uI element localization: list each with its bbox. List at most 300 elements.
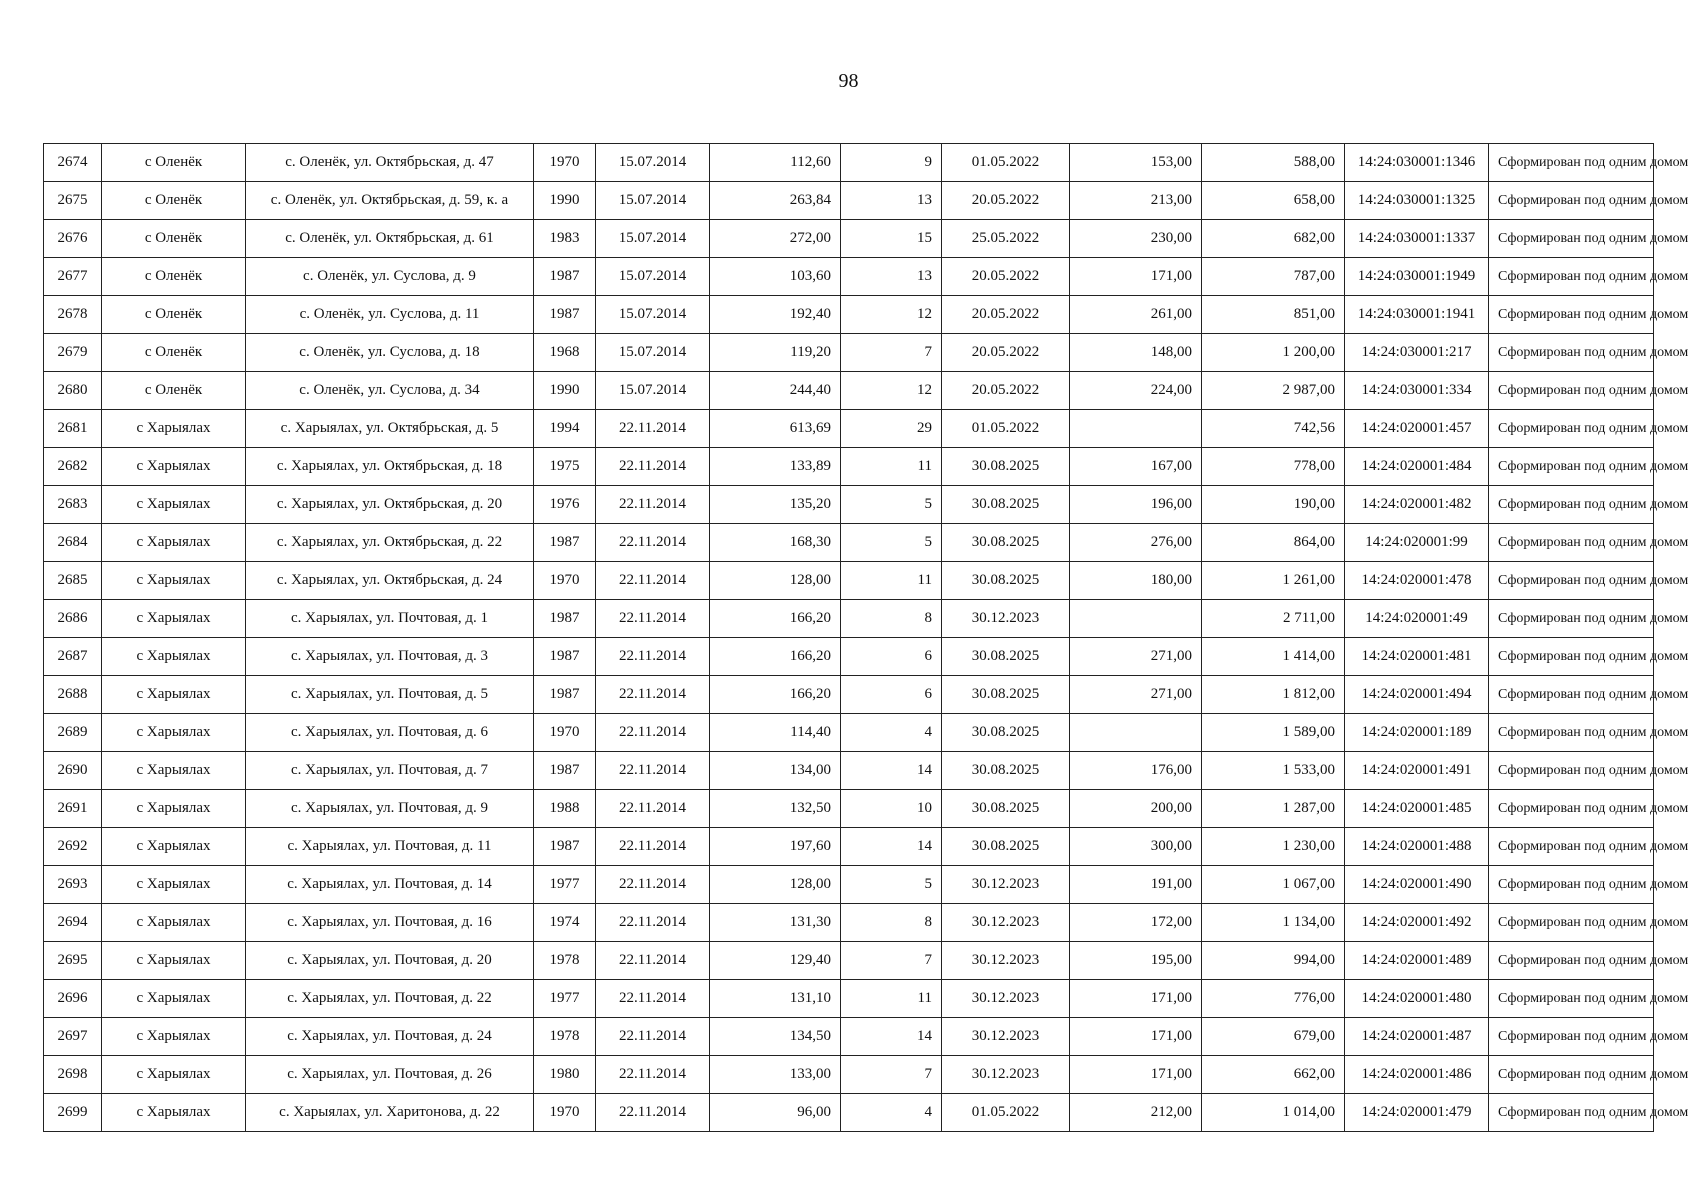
- cell-number: 2686: [44, 600, 102, 638]
- table-row: [44, 562, 1654, 600]
- cell-number: 2679: [44, 334, 102, 372]
- cell-settlement: с Харыялах: [102, 790, 246, 828]
- cell-value-a: [1070, 410, 1202, 448]
- cell-value-a: 176,00: [1070, 752, 1202, 790]
- cell-area: 197,60: [710, 828, 841, 866]
- cell-cadastral-number: 14:24:030001:1941: [1345, 296, 1489, 334]
- cell-residents: 14: [841, 752, 942, 790]
- cell-cadastral-number: 14:24:020001:49: [1345, 600, 1489, 638]
- cell-residents: 29: [841, 410, 942, 448]
- cell-address: с. Харыялах, ул. Почтовая, д. 5: [246, 676, 534, 714]
- table-row: [44, 448, 1654, 486]
- table-row: [44, 334, 1654, 372]
- cell-value-b: 190,00: [1202, 486, 1345, 524]
- cell-year-built: 1987: [534, 638, 596, 676]
- cell-number: 2689: [44, 714, 102, 752]
- cell-residents: 5: [841, 486, 942, 524]
- cell-recognition-date: 22.11.2014: [596, 562, 710, 600]
- cell-number: 2696: [44, 980, 102, 1018]
- cell-number: 2687: [44, 638, 102, 676]
- cell-number: 2677: [44, 258, 102, 296]
- cell-recognition-date: 22.11.2014: [596, 410, 710, 448]
- cell-recognition-date: 22.11.2014: [596, 676, 710, 714]
- cell-land-status: Сформирован под одним домом: [1489, 486, 1654, 524]
- cell-cadastral-number: 14:24:020001:489: [1345, 942, 1489, 980]
- table-row: [44, 904, 1654, 942]
- cell-land-status: Сформирован под одним домом: [1489, 410, 1654, 448]
- cell-recognition-date: 22.11.2014: [596, 752, 710, 790]
- cell-value-b: 1 134,00: [1202, 904, 1345, 942]
- cell-value-b: 2 987,00: [1202, 372, 1345, 410]
- cell-year-built: 1977: [534, 980, 596, 1018]
- cell-planned-date: 30.08.2025: [942, 562, 1070, 600]
- cell-cadastral-number: 14:24:020001:481: [1345, 638, 1489, 676]
- cell-land-status: Сформирован под одним домом: [1489, 220, 1654, 258]
- cell-cadastral-number: 14:24:020001:482: [1345, 486, 1489, 524]
- cell-residents: 6: [841, 676, 942, 714]
- cell-cadastral-number: 14:24:030001:1949: [1345, 258, 1489, 296]
- cell-cadastral-number: 14:24:020001:488: [1345, 828, 1489, 866]
- cell-year-built: 1980: [534, 1056, 596, 1094]
- cell-value-b: 1 533,00: [1202, 752, 1345, 790]
- cell-land-status: Сформирован под одним домом: [1489, 1094, 1654, 1132]
- cell-planned-date: 30.12.2023: [942, 904, 1070, 942]
- cell-planned-date: 30.08.2025: [942, 790, 1070, 828]
- cell-address: с. Оленёк, ул. Суслова, д. 11: [246, 296, 534, 334]
- cell-residents: 10: [841, 790, 942, 828]
- cell-recognition-date: 22.11.2014: [596, 828, 710, 866]
- cell-year-built: 1976: [534, 486, 596, 524]
- cell-year-built: 1990: [534, 372, 596, 410]
- cell-number: 2685: [44, 562, 102, 600]
- cell-year-built: 1970: [534, 144, 596, 182]
- page-number: 98: [838, 70, 859, 92]
- cell-recognition-date: 15.07.2014: [596, 144, 710, 182]
- cell-cadastral-number: 14:24:030001:1325: [1345, 182, 1489, 220]
- cell-land-status: Сформирован под одним домом: [1489, 866, 1654, 904]
- cell-recognition-date: 22.11.2014: [596, 448, 710, 486]
- table-row: [44, 866, 1654, 904]
- cell-address: с. Харыялах, ул. Почтовая, д. 22: [246, 980, 534, 1018]
- cell-number: 2699: [44, 1094, 102, 1132]
- cell-land-status: Сформирован под одним домом: [1489, 334, 1654, 372]
- cell-settlement: с Оленёк: [102, 372, 246, 410]
- cell-number: 2688: [44, 676, 102, 714]
- cell-address: с. Оленёк, ул. Суслова, д. 9: [246, 258, 534, 296]
- cell-settlement: с Харыялах: [102, 828, 246, 866]
- table-row: [44, 296, 1654, 334]
- cell-recognition-date: 22.11.2014: [596, 866, 710, 904]
- cell-value-a: [1070, 714, 1202, 752]
- cell-address: с. Харыялах, ул. Почтовая, д. 26: [246, 1056, 534, 1094]
- table-row: [44, 1018, 1654, 1056]
- cell-settlement: с Харыялах: [102, 676, 246, 714]
- cell-cadastral-number: 14:24:030001:1346: [1345, 144, 1489, 182]
- cell-area: 134,50: [710, 1018, 841, 1056]
- cell-number: 2681: [44, 410, 102, 448]
- table-row: [44, 1094, 1654, 1132]
- cell-land-status: Сформирован под одним домом: [1489, 562, 1654, 600]
- cell-area: 128,00: [710, 562, 841, 600]
- cell-residents: 7: [841, 942, 942, 980]
- cell-land-status: Сформирован под одним домом: [1489, 182, 1654, 220]
- cell-settlement: с Оленёк: [102, 258, 246, 296]
- cell-planned-date: 20.05.2022: [942, 258, 1070, 296]
- cell-value-b: 994,00: [1202, 942, 1345, 980]
- cell-land-status: Сформирован под одним домом: [1489, 1018, 1654, 1056]
- cell-year-built: 1974: [534, 904, 596, 942]
- cell-planned-date: 25.05.2022: [942, 220, 1070, 258]
- cell-value-b: 682,00: [1202, 220, 1345, 258]
- cell-address: с. Харыялах, ул. Харитонова, д. 22: [246, 1094, 534, 1132]
- cell-year-built: 1978: [534, 1018, 596, 1056]
- table-row: [44, 828, 1654, 866]
- cell-value-a: 180,00: [1070, 562, 1202, 600]
- cell-planned-date: 20.05.2022: [942, 372, 1070, 410]
- cell-planned-date: 30.08.2025: [942, 752, 1070, 790]
- cell-planned-date: 30.08.2025: [942, 676, 1070, 714]
- cell-recognition-date: 22.11.2014: [596, 486, 710, 524]
- cell-value-a: 261,00: [1070, 296, 1202, 334]
- cell-cadastral-number: 14:24:020001:491: [1345, 752, 1489, 790]
- cell-settlement: с Харыялах: [102, 980, 246, 1018]
- cell-value-b: 1 014,00: [1202, 1094, 1345, 1132]
- cell-value-b: 662,00: [1202, 1056, 1345, 1094]
- cell-cadastral-number: 14:24:020001:479: [1345, 1094, 1489, 1132]
- cell-area: 192,40: [710, 296, 841, 334]
- cell-value-b: 1 414,00: [1202, 638, 1345, 676]
- cell-number: 2676: [44, 220, 102, 258]
- cell-value-b: 1 067,00: [1202, 866, 1345, 904]
- cell-value-a: 172,00: [1070, 904, 1202, 942]
- cell-recognition-date: 22.11.2014: [596, 904, 710, 942]
- cell-residents: 14: [841, 1018, 942, 1056]
- cell-planned-date: 01.05.2022: [942, 410, 1070, 448]
- table-row: [44, 220, 1654, 258]
- cell-area: 133,89: [710, 448, 841, 486]
- cell-area: 112,60: [710, 144, 841, 182]
- cell-area: 119,20: [710, 334, 841, 372]
- cell-area: 613,69: [710, 410, 841, 448]
- cell-land-status: Сформирован под одним домом: [1489, 752, 1654, 790]
- cell-value-a: 212,00: [1070, 1094, 1202, 1132]
- cell-residents: 14: [841, 828, 942, 866]
- cell-number: 2674: [44, 144, 102, 182]
- cell-value-a: 196,00: [1070, 486, 1202, 524]
- cell-year-built: 1987: [534, 524, 596, 562]
- cell-cadastral-number: 14:24:020001:189: [1345, 714, 1489, 752]
- table-row: [44, 942, 1654, 980]
- cell-value-a: 271,00: [1070, 638, 1202, 676]
- cell-residents: 6: [841, 638, 942, 676]
- table-row: [44, 486, 1654, 524]
- cell-cadastral-number: 14:24:020001:478: [1345, 562, 1489, 600]
- cell-value-a: 224,00: [1070, 372, 1202, 410]
- cell-land-status: Сформирован под одним домом: [1489, 828, 1654, 866]
- cell-land-status: Сформирован под одним домом: [1489, 600, 1654, 638]
- cell-recognition-date: 15.07.2014: [596, 182, 710, 220]
- cell-number: 2698: [44, 1056, 102, 1094]
- cell-settlement: с Оленёк: [102, 296, 246, 334]
- cell-settlement: с Оленёк: [102, 220, 246, 258]
- cell-recognition-date: 22.11.2014: [596, 1056, 710, 1094]
- cell-value-a: 200,00: [1070, 790, 1202, 828]
- cell-year-built: 1983: [534, 220, 596, 258]
- cell-residents: 4: [841, 1094, 942, 1132]
- cell-number: 2678: [44, 296, 102, 334]
- cell-settlement: с Харыялах: [102, 638, 246, 676]
- cell-area: 131,10: [710, 980, 841, 1018]
- cell-address: с. Харыялах, ул. Почтовая, д. 16: [246, 904, 534, 942]
- cell-land-status: Сформирован под одним домом: [1489, 144, 1654, 182]
- cell-value-b: 1 261,00: [1202, 562, 1345, 600]
- cell-settlement: с Харыялах: [102, 1056, 246, 1094]
- cell-recognition-date: 22.11.2014: [596, 980, 710, 1018]
- cell-area: 263,84: [710, 182, 841, 220]
- cell-area: 129,40: [710, 942, 841, 980]
- cell-residents: 12: [841, 372, 942, 410]
- cell-residents: 11: [841, 980, 942, 1018]
- cell-cadastral-number: 14:24:020001:457: [1345, 410, 1489, 448]
- cell-planned-date: 30.12.2023: [942, 1056, 1070, 1094]
- cell-number: 2684: [44, 524, 102, 562]
- cell-value-a: 171,00: [1070, 258, 1202, 296]
- cell-value-b: 851,00: [1202, 296, 1345, 334]
- cell-planned-date: 20.05.2022: [942, 182, 1070, 220]
- cell-residents: 9: [841, 144, 942, 182]
- cell-planned-date: 30.08.2025: [942, 828, 1070, 866]
- cell-area: 134,00: [710, 752, 841, 790]
- cell-planned-date: 01.05.2022: [942, 144, 1070, 182]
- cell-address: с. Харыялах, ул. Почтовая, д. 24: [246, 1018, 534, 1056]
- cell-settlement: с Харыялах: [102, 942, 246, 980]
- cell-area: 131,30: [710, 904, 841, 942]
- cell-recognition-date: 22.11.2014: [596, 714, 710, 752]
- cell-planned-date: 01.05.2022: [942, 1094, 1070, 1132]
- cell-residents: 15: [841, 220, 942, 258]
- cell-recognition-date: 15.07.2014: [596, 296, 710, 334]
- table-row: [44, 980, 1654, 1018]
- cell-land-status: Сформирован под одним домом: [1489, 1056, 1654, 1094]
- cell-value-a: 171,00: [1070, 980, 1202, 1018]
- cell-residents: 8: [841, 904, 942, 942]
- cell-planned-date: 30.08.2025: [942, 638, 1070, 676]
- cell-area: 128,00: [710, 866, 841, 904]
- cell-area: 135,20: [710, 486, 841, 524]
- cell-value-a: 230,00: [1070, 220, 1202, 258]
- cell-value-a: 148,00: [1070, 334, 1202, 372]
- cell-number: 2694: [44, 904, 102, 942]
- cell-address: с. Харыялах, ул. Почтовая, д. 1: [246, 600, 534, 638]
- cell-land-status: Сформирован под одним домом: [1489, 638, 1654, 676]
- cell-address: с. Харыялах, ул. Октябрьская, д. 18: [246, 448, 534, 486]
- cell-residents: 13: [841, 258, 942, 296]
- cell-value-a: 171,00: [1070, 1018, 1202, 1056]
- table-row: [44, 714, 1654, 752]
- cell-cadastral-number: 14:24:020001:486: [1345, 1056, 1489, 1094]
- cell-cadastral-number: 14:24:020001:485: [1345, 790, 1489, 828]
- cell-value-a: 271,00: [1070, 676, 1202, 714]
- table-row: [44, 790, 1654, 828]
- cell-cadastral-number: 14:24:020001:480: [1345, 980, 1489, 1018]
- cell-cadastral-number: 14:24:030001:334: [1345, 372, 1489, 410]
- cell-planned-date: 30.08.2025: [942, 448, 1070, 486]
- cell-settlement: с Харыялах: [102, 752, 246, 790]
- cell-residents: 5: [841, 524, 942, 562]
- cell-settlement: с Оленёк: [102, 182, 246, 220]
- cell-planned-date: 30.08.2025: [942, 714, 1070, 752]
- cell-land-status: Сформирован под одним домом: [1489, 296, 1654, 334]
- cell-value-b: 1 812,00: [1202, 676, 1345, 714]
- cell-cadastral-number: 14:24:020001:494: [1345, 676, 1489, 714]
- cell-value-b: 658,00: [1202, 182, 1345, 220]
- cell-address: с. Харыялах, ул. Почтовая, д. 20: [246, 942, 534, 980]
- cell-land-status: Сформирован под одним домом: [1489, 524, 1654, 562]
- cell-year-built: 1975: [534, 448, 596, 486]
- cell-year-built: 1970: [534, 714, 596, 752]
- table-row: [44, 676, 1654, 714]
- cell-cadastral-number: 14:24:020001:490: [1345, 866, 1489, 904]
- cell-settlement: с Харыялах: [102, 600, 246, 638]
- cell-year-built: 1990: [534, 182, 596, 220]
- cell-address: с. Харыялах, ул. Почтовая, д. 14: [246, 866, 534, 904]
- cell-recognition-date: 15.07.2014: [596, 258, 710, 296]
- cell-number: 2693: [44, 866, 102, 904]
- cell-value-a: 167,00: [1070, 448, 1202, 486]
- cell-value-a: 195,00: [1070, 942, 1202, 980]
- cell-value-b: 1 200,00: [1202, 334, 1345, 372]
- cell-residents: 7: [841, 334, 942, 372]
- cell-cadastral-number: 14:24:020001:484: [1345, 448, 1489, 486]
- cell-address: с. Харыялах, ул. Почтовая, д. 6: [246, 714, 534, 752]
- cell-land-status: Сформирован под одним домом: [1489, 448, 1654, 486]
- cell-address: с. Оленёк, ул. Суслова, д. 18: [246, 334, 534, 372]
- cell-year-built: 1978: [534, 942, 596, 980]
- cell-area: 103,60: [710, 258, 841, 296]
- cell-settlement: с Оленёк: [102, 334, 246, 372]
- cell-area: 244,40: [710, 372, 841, 410]
- cell-residents: 11: [841, 562, 942, 600]
- cell-number: 2682: [44, 448, 102, 486]
- cell-value-b: 1 589,00: [1202, 714, 1345, 752]
- cell-cadastral-number: 14:24:020001:492: [1345, 904, 1489, 942]
- cell-planned-date: 30.08.2025: [942, 486, 1070, 524]
- cell-land-status: Сформирован под одним домом: [1489, 676, 1654, 714]
- cell-address: с. Оленёк, ул. Октябрьская, д. 61: [246, 220, 534, 258]
- cell-value-b: 864,00: [1202, 524, 1345, 562]
- cell-area: 166,20: [710, 638, 841, 676]
- table-row: [44, 182, 1654, 220]
- cell-residents: 12: [841, 296, 942, 334]
- table-row: [44, 752, 1654, 790]
- cell-value-b: 787,00: [1202, 258, 1345, 296]
- cell-year-built: 1987: [534, 600, 596, 638]
- cell-area: 132,50: [710, 790, 841, 828]
- cell-address: с. Оленёк, ул. Суслова, д. 34: [246, 372, 534, 410]
- cell-area: 114,40: [710, 714, 841, 752]
- cell-recognition-date: 22.11.2014: [596, 1018, 710, 1056]
- cell-recognition-date: 15.07.2014: [596, 220, 710, 258]
- cell-number: 2675: [44, 182, 102, 220]
- cell-year-built: 1987: [534, 296, 596, 334]
- cell-recognition-date: 22.11.2014: [596, 524, 710, 562]
- cell-value-a: 191,00: [1070, 866, 1202, 904]
- cell-number: 2680: [44, 372, 102, 410]
- cell-settlement: с Харыялах: [102, 1018, 246, 1056]
- cell-cadastral-number: 14:24:030001:217: [1345, 334, 1489, 372]
- cell-residents: 11: [841, 448, 942, 486]
- cell-cadastral-number: 14:24:020001:487: [1345, 1018, 1489, 1056]
- cell-address: с. Харыялах, ул. Почтовая, д. 9: [246, 790, 534, 828]
- cell-recognition-date: 22.11.2014: [596, 942, 710, 980]
- table-row: [44, 410, 1654, 448]
- cell-planned-date: 30.08.2025: [942, 524, 1070, 562]
- cell-address: с. Харыялах, ул. Октябрьская, д. 20: [246, 486, 534, 524]
- cell-cadastral-number: 14:24:030001:1337: [1345, 220, 1489, 258]
- cell-value-b: 776,00: [1202, 980, 1345, 1018]
- cell-address: с. Харыялах, ул. Почтовая, д. 3: [246, 638, 534, 676]
- cell-land-status: Сформирован под одним домом: [1489, 258, 1654, 296]
- table-row: [44, 144, 1654, 182]
- table-row: [44, 1056, 1654, 1094]
- cell-area: 96,00: [710, 1094, 841, 1132]
- cell-settlement: с Харыялах: [102, 486, 246, 524]
- cell-settlement: с Харыялах: [102, 410, 246, 448]
- cell-value-a: 300,00: [1070, 828, 1202, 866]
- cell-number: 2683: [44, 486, 102, 524]
- cell-planned-date: 20.05.2022: [942, 296, 1070, 334]
- cell-year-built: 1970: [534, 562, 596, 600]
- cell-number: 2697: [44, 1018, 102, 1056]
- cell-area: 133,00: [710, 1056, 841, 1094]
- cell-number: 2691: [44, 790, 102, 828]
- cell-residents: 5: [841, 866, 942, 904]
- cell-planned-date: 30.12.2023: [942, 1018, 1070, 1056]
- cell-planned-date: 30.12.2023: [942, 942, 1070, 980]
- cell-land-status: Сформирован под одним домом: [1489, 942, 1654, 980]
- cell-residents: 7: [841, 1056, 942, 1094]
- cell-number: 2692: [44, 828, 102, 866]
- cell-settlement: с Харыялах: [102, 714, 246, 752]
- cell-residents: 8: [841, 600, 942, 638]
- cell-settlement: с Харыялах: [102, 904, 246, 942]
- cell-settlement: с Харыялах: [102, 866, 246, 904]
- cell-number: 2695: [44, 942, 102, 980]
- cell-cadastral-number: 14:24:020001:99: [1345, 524, 1489, 562]
- cell-planned-date: 30.12.2023: [942, 600, 1070, 638]
- cell-planned-date: 30.12.2023: [942, 866, 1070, 904]
- cell-area: 168,30: [710, 524, 841, 562]
- cell-value-a: 276,00: [1070, 524, 1202, 562]
- cell-address: с. Харыялах, ул. Октябрьская, д. 22: [246, 524, 534, 562]
- cell-year-built: 1994: [534, 410, 596, 448]
- cell-planned-date: 20.05.2022: [942, 334, 1070, 372]
- cell-year-built: 1987: [534, 828, 596, 866]
- cell-land-status: Сформирован под одним домом: [1489, 904, 1654, 942]
- cell-value-a: 171,00: [1070, 1056, 1202, 1094]
- cell-year-built: 1988: [534, 790, 596, 828]
- cell-address: с. Харыялах, ул. Почтовая, д. 7: [246, 752, 534, 790]
- housing-registry-table: [43, 143, 1689, 1132]
- cell-value-b: 1 230,00: [1202, 828, 1345, 866]
- cell-year-built: 1987: [534, 676, 596, 714]
- cell-value-b: 2 711,00: [1202, 600, 1345, 638]
- cell-value-b: 742,56: [1202, 410, 1345, 448]
- cell-settlement: с Харыялах: [102, 562, 246, 600]
- table-row: [44, 638, 1654, 676]
- cell-value-b: 679,00: [1202, 1018, 1345, 1056]
- cell-value-b: 778,00: [1202, 448, 1345, 486]
